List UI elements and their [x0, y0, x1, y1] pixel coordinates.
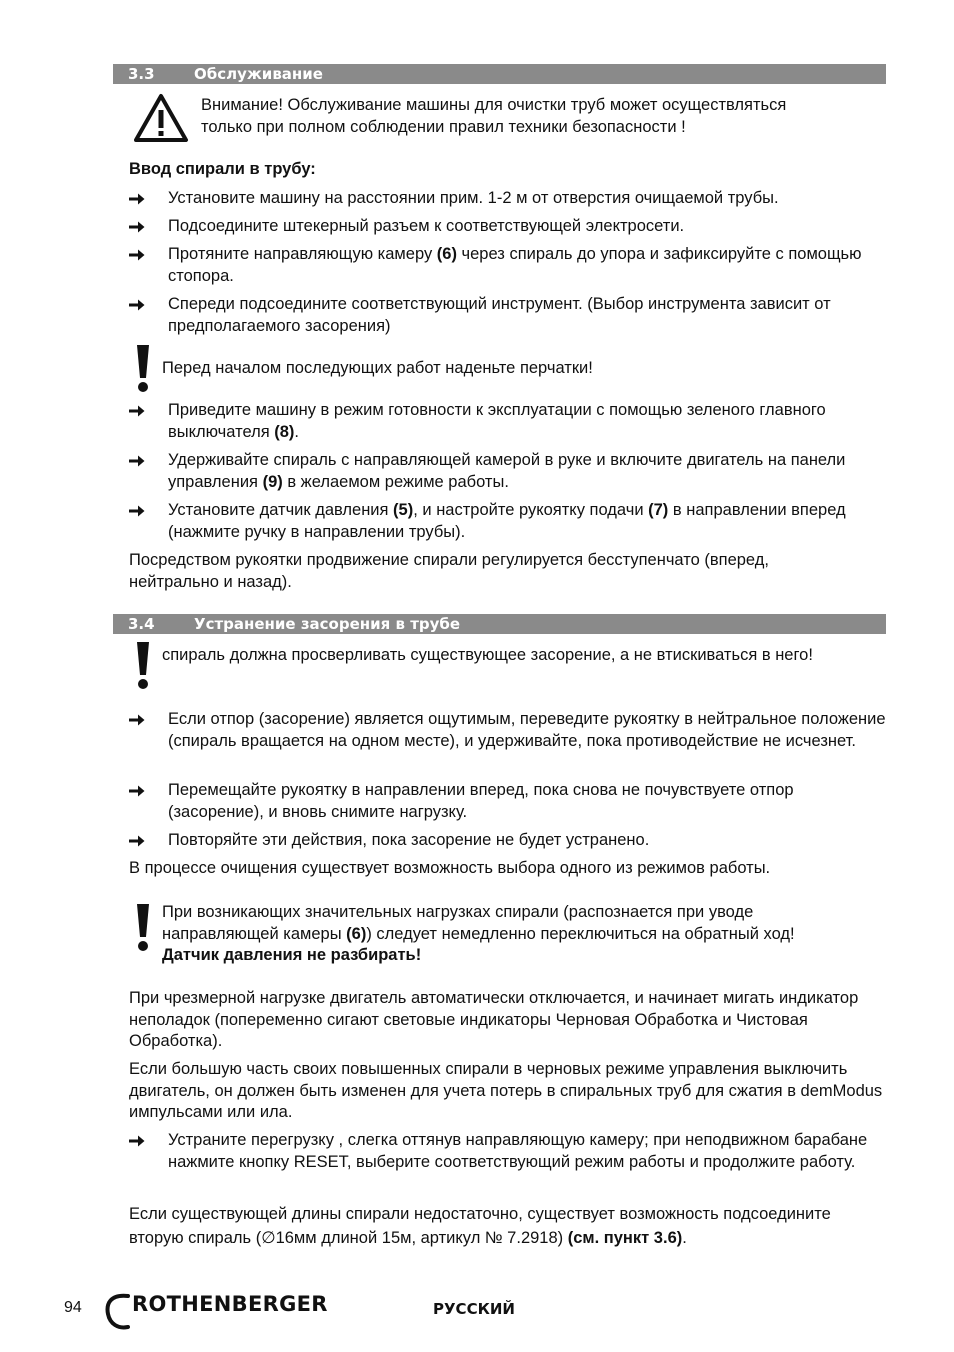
note-overload: При возникающих значительных нагрузках спирали (распознается при уводе направляющей камеры (6)) следует немедленно переключиться на обратный ход! Датчик давления не разбирать!: [162, 903, 795, 964]
exclamation-icon: [129, 903, 157, 960]
warning-triangle-icon: [133, 93, 189, 150]
paragraph-overload: При чрезмерной нагрузке двигатель автоматически отключается, и начинает мигать индикатор неполадок (попеременно сигают световые индикаторы Черновая Обработка и Чистовая Обработка).: [129, 989, 859, 1050]
arrow-right-icon: [129, 294, 151, 311]
rothenberger-logo: [104, 1290, 130, 1339]
section-title: Обслуживание: [194, 65, 323, 83]
warning-line-2: только при полном соблюдении правил техники безопасности !: [201, 117, 686, 136]
arrow-right-icon: [129, 244, 151, 261]
exclamation-icon: [129, 641, 157, 698]
paragraph-modes: В процессе очищения существует возможность выбора одного из режимов работы.: [129, 859, 771, 877]
page-number: 94: [64, 1299, 82, 1316]
arrow-right-icon: [129, 1130, 151, 1147]
arrow-right-icon: [129, 709, 151, 726]
section-number: 3.3: [128, 65, 155, 83]
arrow-right-icon: [129, 216, 151, 233]
warning-text: [201, 95, 881, 138]
paragraph-length: Если существующей длины спирали недостаточно, существует возможность подсоедините вторую спираль (∅16мм длиной 15м, артикул № 7.2918) (см. пункт 3.6).: [129, 1205, 831, 1247]
section-bar-3-3: [113, 64, 886, 84]
exclamation-icon: [129, 344, 157, 401]
paragraph-handle: Посредством рукоятки продвижение спирали регулируется бесступенчато (вперед, нейтрально и назад).: [129, 551, 769, 591]
arrow-right-icon: [129, 188, 151, 205]
section-title: Устранение засорения в трубе: [194, 615, 461, 633]
arrow-right-icon: [129, 780, 151, 797]
paragraph-most: Если большую часть своих повышенных спирали в черновых режиме управления выключить двигатель, он должен быть изменен для учета потерь в спиральных труб для сжатия в demModus импульсами или ила.: [129, 1060, 883, 1121]
warning-line-1: Внимание! Обслуживание машины для очистки труб может осуществляться: [201, 96, 787, 114]
section-bar-3-4: [113, 614, 886, 634]
note-gloves: Перед началом последующих работ наденьте перчатки!: [162, 359, 593, 377]
language-label: РУССКИЙ: [433, 1300, 515, 1318]
arrow-right-icon: [129, 400, 151, 417]
note-drilling: спираль должна просверливать существующее засорение, а не втискиваться в него!: [162, 646, 813, 664]
section-number: 3.4: [128, 615, 155, 633]
arrow-right-icon: [129, 830, 151, 847]
arrow-right-icon: [129, 450, 151, 467]
brand-name: ROTHENBERGER: [132, 1292, 328, 1316]
insert-heading: Ввод спирали в трубу:: [129, 160, 316, 178]
arrow-right-icon: [129, 500, 151, 517]
